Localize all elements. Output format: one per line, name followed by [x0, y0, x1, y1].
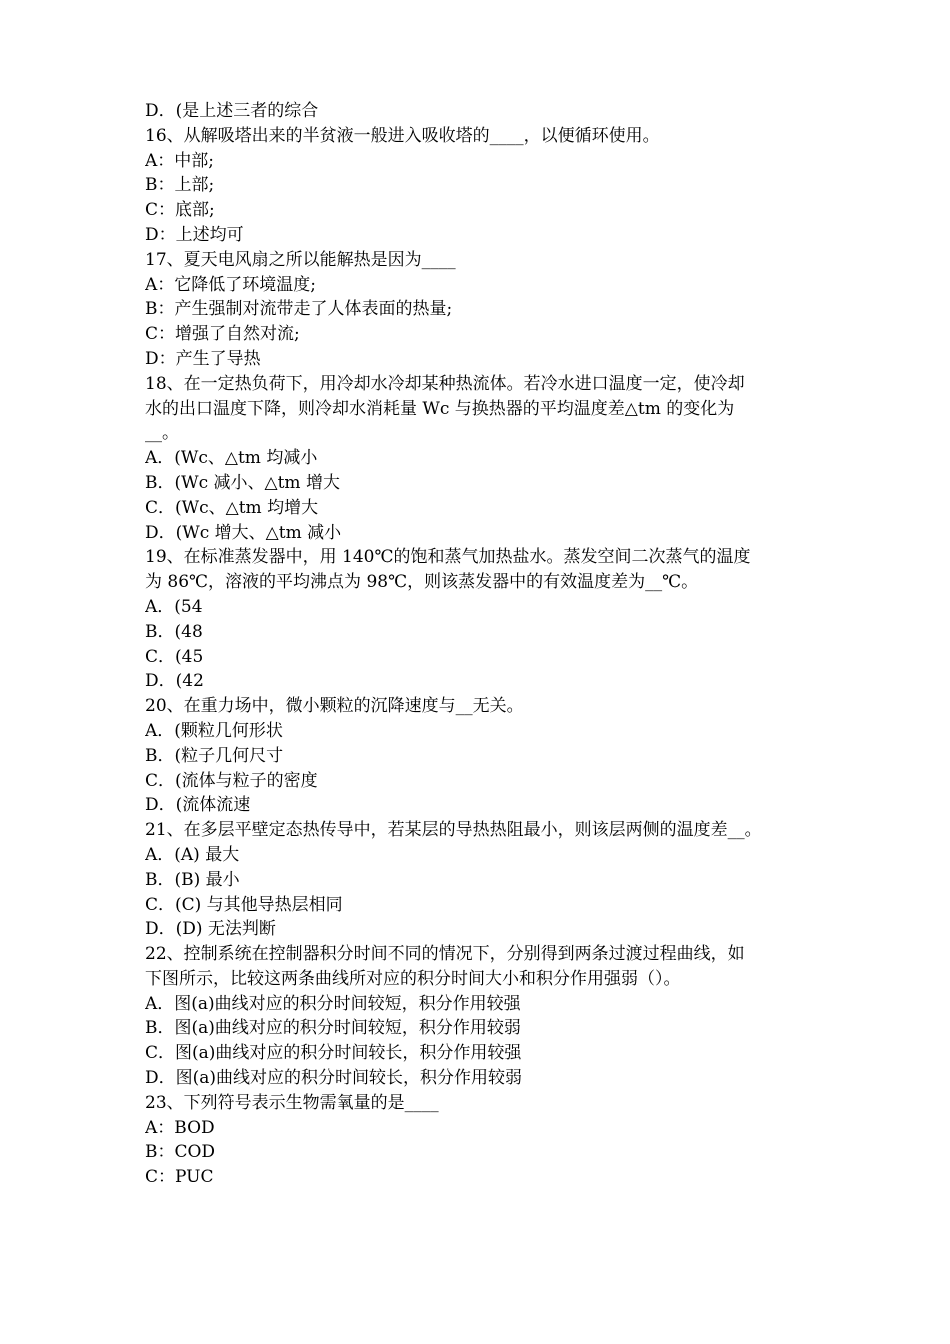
q17-option-b: B：产生强制对流带走了人体表面的热量; — [145, 299, 453, 320]
q22-option-d: D．图(a)曲线对应的积分时间较长，积分作用较弱 — [145, 1068, 523, 1089]
q20-option-d: D．(流体流速 — [145, 795, 251, 816]
q16-option-d: D：上述均可 — [145, 224, 244, 245]
document-body — [145, 99, 813, 1190]
q18-question-line-2: 水的出口温度下降，则冷却水消耗量 Wc 与换热器的平均温度差△tm 的变化为 — [145, 398, 735, 419]
q21-option-a: A．(A) 最大 — [145, 844, 240, 865]
q20-option-a: A．(颗粒几何形状 — [145, 720, 283, 741]
q23-option-b: B：COD — [145, 1142, 216, 1163]
q23-option-c: C：PUC — [145, 1167, 214, 1188]
q17-option-d: D：产生了导热 — [145, 348, 261, 369]
q20-question: 20、在重力场中，微小颗粒的沉降速度与__无关。 — [145, 696, 524, 717]
q19-option-a: A．(54 — [145, 596, 203, 617]
q18-option-c: C．(Wc、△tm 均增大 — [145, 497, 319, 518]
q17-question: 17、夏天电风扇之所以能解热是因为____ — [145, 249, 456, 270]
q21-question: 21、在多层平壁定态热传导中，若某层的导热热阻最小，则该层两侧的温度差__。 — [145, 820, 762, 841]
q18-option-b: B．(Wc 减小、△tm 增大 — [145, 472, 340, 493]
q19-question-line-1: 19、在标准蒸发器中，用 140℃的饱和蒸气加热盐水。蒸发空间二次蒸气的温度 — [145, 547, 751, 568]
q16-question: 16、从解吸塔出来的半贫液一般进入吸收塔的____，以便循环使用。 — [145, 125, 660, 146]
q19-option-b: B．(48 — [145, 621, 203, 642]
q21-option-d: D．(D) 无法判断 — [145, 919, 276, 940]
q22-option-b: B．图(a)曲线对应的积分时间较短，积分作用较弱 — [145, 1018, 521, 1039]
q18-option-d: D．(Wc 增大、△tm 减小 — [145, 522, 342, 543]
q22-question-line-1: 22、控制系统在控制器积分时间不同的情况下，分别得到两条过渡过程曲线，如 — [145, 944, 745, 965]
q23-option-a: A：BOD — [145, 1117, 215, 1138]
q18-option-a: A．(Wc、△tm 均减小 — [145, 448, 318, 469]
q16-option-b: B：上部; — [145, 175, 215, 196]
q21-option-c: C．(C) 与其他导热层相同 — [145, 894, 343, 915]
q19-option-d: D．(42 — [145, 671, 204, 692]
q17-option-a: A：它降低了环境温度; — [145, 274, 317, 295]
q18-question-line-3: __。 — [145, 423, 179, 444]
q20-option-b: B．(粒子几何尺寸 — [145, 745, 284, 766]
q19-question-line-2: 为 86℃，溶液的平均沸点为 98℃，则该蒸发器中的有效温度差为__℃。 — [145, 572, 699, 593]
q21-option-b: B．(B) 最小 — [145, 869, 240, 890]
q19-option-c: C．(45 — [145, 646, 204, 667]
q17-option-c: C：增强了自然对流; — [145, 324, 300, 345]
q20-option-c: C．(流体与粒子的密度 — [145, 770, 318, 791]
q16-option-a: A：中部; — [145, 150, 215, 171]
q23-question: 23、下列符号表示生物需氧量的是____ — [145, 1092, 439, 1113]
q22-question-line-2: 下图所示，比较这两条曲线所对应的积分时间大小和积分作用强弱（）。 — [145, 968, 681, 989]
q22-option-c: C．图(a)曲线对应的积分时间较长，积分作用较强 — [145, 1043, 522, 1064]
q16-option-c: C：底部; — [145, 200, 215, 221]
q15-option-d: D．(是上述三者的综合 — [145, 101, 319, 121]
q18-question-line-1: 18、在一定热负荷下，用冷却水冷却某种热流体。若冷水进口温度一定，使冷却 — [145, 373, 745, 394]
q22-option-a: A．图(a)曲线对应的积分时间较短，积分作用较强 — [145, 993, 521, 1014]
